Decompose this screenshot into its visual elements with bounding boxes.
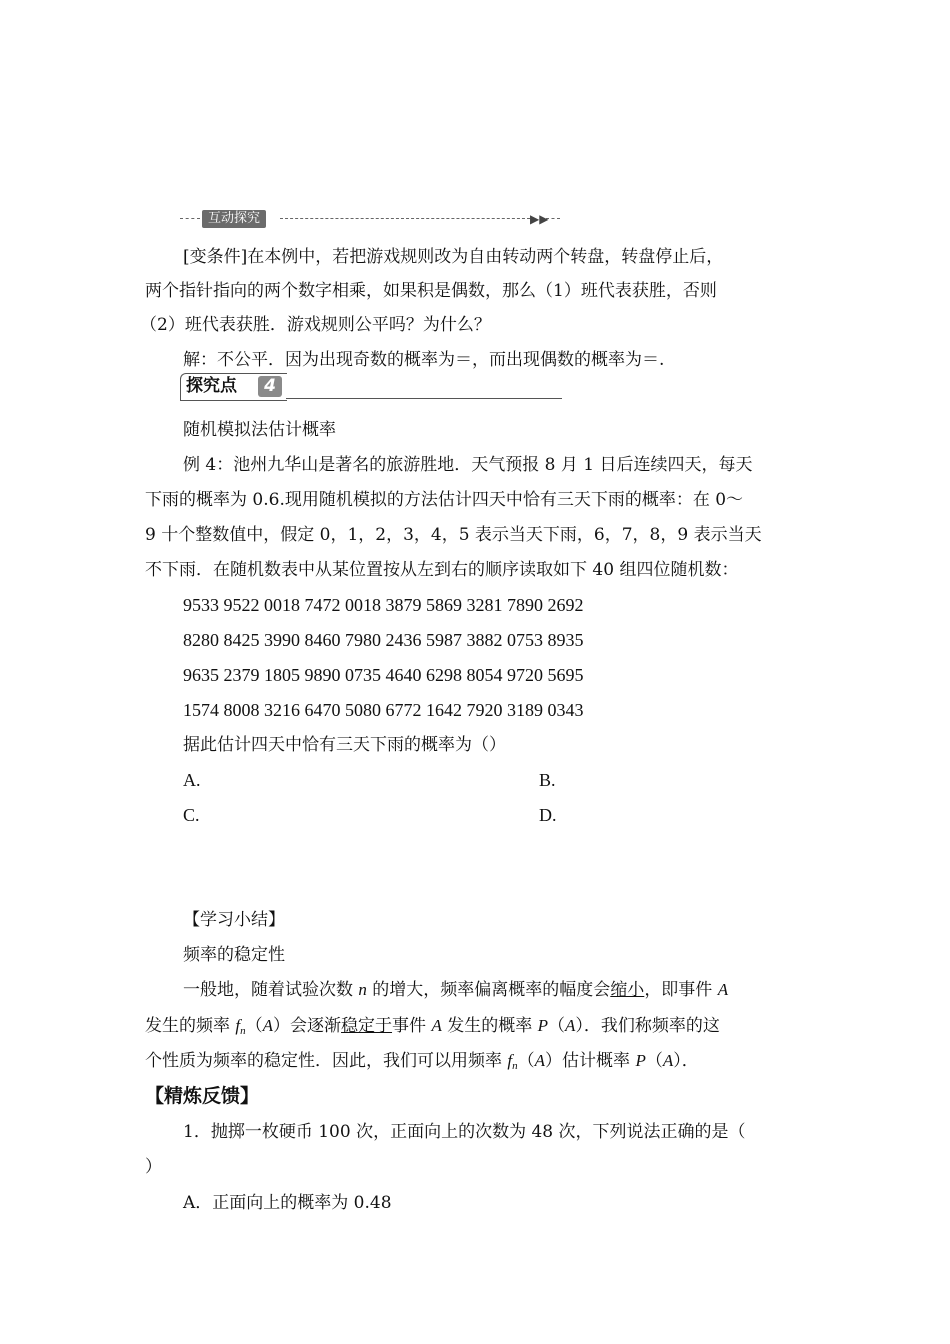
banner-dash-left — [180, 218, 200, 219]
var-A: A — [662, 1051, 674, 1070]
banner-dash-end — [546, 218, 560, 219]
subscript-n: n — [240, 1025, 246, 1037]
option-b: B. — [539, 770, 556, 790]
var-A: A — [717, 980, 729, 999]
summary-heading: 【学习小结】 — [183, 910, 285, 930]
random-number-row: 9635 2379 1805 9890 0735 4640 6298 8054 9720 5695 — [183, 665, 584, 685]
example-line-1: 例 4：池州九华山是著名的旅游胜地．天气预报 8 月 1 日后连续四天，每天 — [183, 455, 753, 475]
text: （ — [517, 1051, 535, 1071]
text: （ — [645, 1051, 663, 1071]
explore-point-number: 4 — [258, 376, 282, 397]
summary-paragraph-line-1 — [183, 978, 728, 1002]
practice-q1-line-1: 1．抛掷一枚硬币 100 次，正面向上的次数为 48 次，下列说法正确的是（ — [183, 1122, 746, 1142]
text: （ — [245, 1016, 263, 1036]
text: 发生的频率 — [145, 1016, 236, 1036]
random-number-row: 1574 8008 3216 6470 5080 6772 1642 7920 3189 0343 — [183, 700, 584, 720]
text: 一般地，随着试验次数 — [183, 980, 359, 1000]
variant-answer: 解：不公平．因为出现奇数的概率为＝，而出现偶数的概率为＝. — [183, 350, 665, 370]
underlined-term: 缩小 — [610, 980, 645, 1000]
interactive-explore-banner — [180, 208, 560, 230]
text: ）会逐渐 — [273, 1016, 342, 1036]
random-number-row: 9533 9522 0018 7472 0018 3879 5869 3281 7890 2692 — [183, 595, 584, 615]
text: （ — [548, 1016, 566, 1036]
underlined-term: 稳定于 — [341, 1016, 393, 1036]
var-P: P — [635, 1051, 646, 1070]
variant-line-2: 两个指针指向的两个数字相乘，如果积是偶数，那么（1）班代表获胜，否则 — [145, 281, 717, 301]
summary-paragraph-line-3 — [145, 1049, 699, 1078]
example-line-2: 下雨的概率为 0.6.现用随机模拟的方法估计四天中恰有三天下雨的概率：在 0～ — [145, 490, 744, 510]
explore-point-label: 探究点 — [186, 376, 237, 396]
text: 个性质为频率的稳定性．因此，我们可以用频率 — [145, 1051, 508, 1071]
text: 事件 — [392, 1016, 432, 1036]
var-A: A — [431, 1016, 442, 1035]
practice-heading: 【精炼反馈】 — [145, 1085, 260, 1107]
text: ）． — [673, 1051, 699, 1071]
explore-point-header — [180, 373, 562, 401]
subscript-n: n — [512, 1060, 518, 1072]
var-A: A — [262, 1016, 274, 1035]
topic-title: 随机模拟法估计概率 — [183, 420, 336, 440]
example-line-4: 不下雨．在随机数表中从某位置按从左到右的顺序读取如下 40 组四位随机数： — [145, 560, 739, 580]
option-d: D. — [539, 805, 557, 825]
practice-q1-line-2: ） — [145, 1157, 162, 1177]
var-n: n — [358, 980, 367, 999]
example-line-3: 9 十个整数值中，假定 0，1，2，3，4，5 表示当天下雨，6，7，8，9 表示当天 — [145, 525, 762, 545]
text: ）．我们称频率的这 — [575, 1016, 720, 1036]
explore-point-rule — [286, 398, 562, 399]
banner-dash-right — [280, 218, 530, 219]
example-question: 据此估计四天中恰有三天下雨的概率为（） — [183, 735, 506, 755]
var-A: A — [565, 1016, 576, 1035]
banner-arrow-icon: ▶▶ — [530, 212, 549, 226]
text: 的增大，频率偏离概率的幅度会 — [366, 980, 611, 1000]
summary-paragraph-line-2 — [145, 1014, 720, 1043]
random-number-row: 8280 8425 3990 8460 7980 2436 5987 3882 0753 8935 — [183, 630, 584, 650]
text: 发生的概率 — [441, 1016, 538, 1036]
practice-q1-option-a: A．正面向上的概率为 0.48 — [183, 1193, 392, 1213]
text: ）估计概率 — [545, 1051, 636, 1071]
option-c: C. — [183, 805, 200, 825]
text: ，即事件 — [644, 980, 718, 1000]
option-a: A. — [183, 770, 201, 790]
variant-line-1: [变条件]在本例中，若把游戏规则改为自由转动两个转盘，转盘停止后， — [183, 247, 724, 267]
var-f: f — [235, 1016, 241, 1035]
var-f: f — [507, 1051, 513, 1070]
summary-title: 频率的稳定性 — [183, 945, 285, 965]
variant-line-3: （2）班代表获胜．游戏规则公平吗？为什么？ — [140, 315, 491, 335]
var-P: P — [537, 1016, 549, 1035]
var-A: A — [534, 1051, 546, 1070]
banner-label: 互动探究 — [202, 210, 266, 228]
